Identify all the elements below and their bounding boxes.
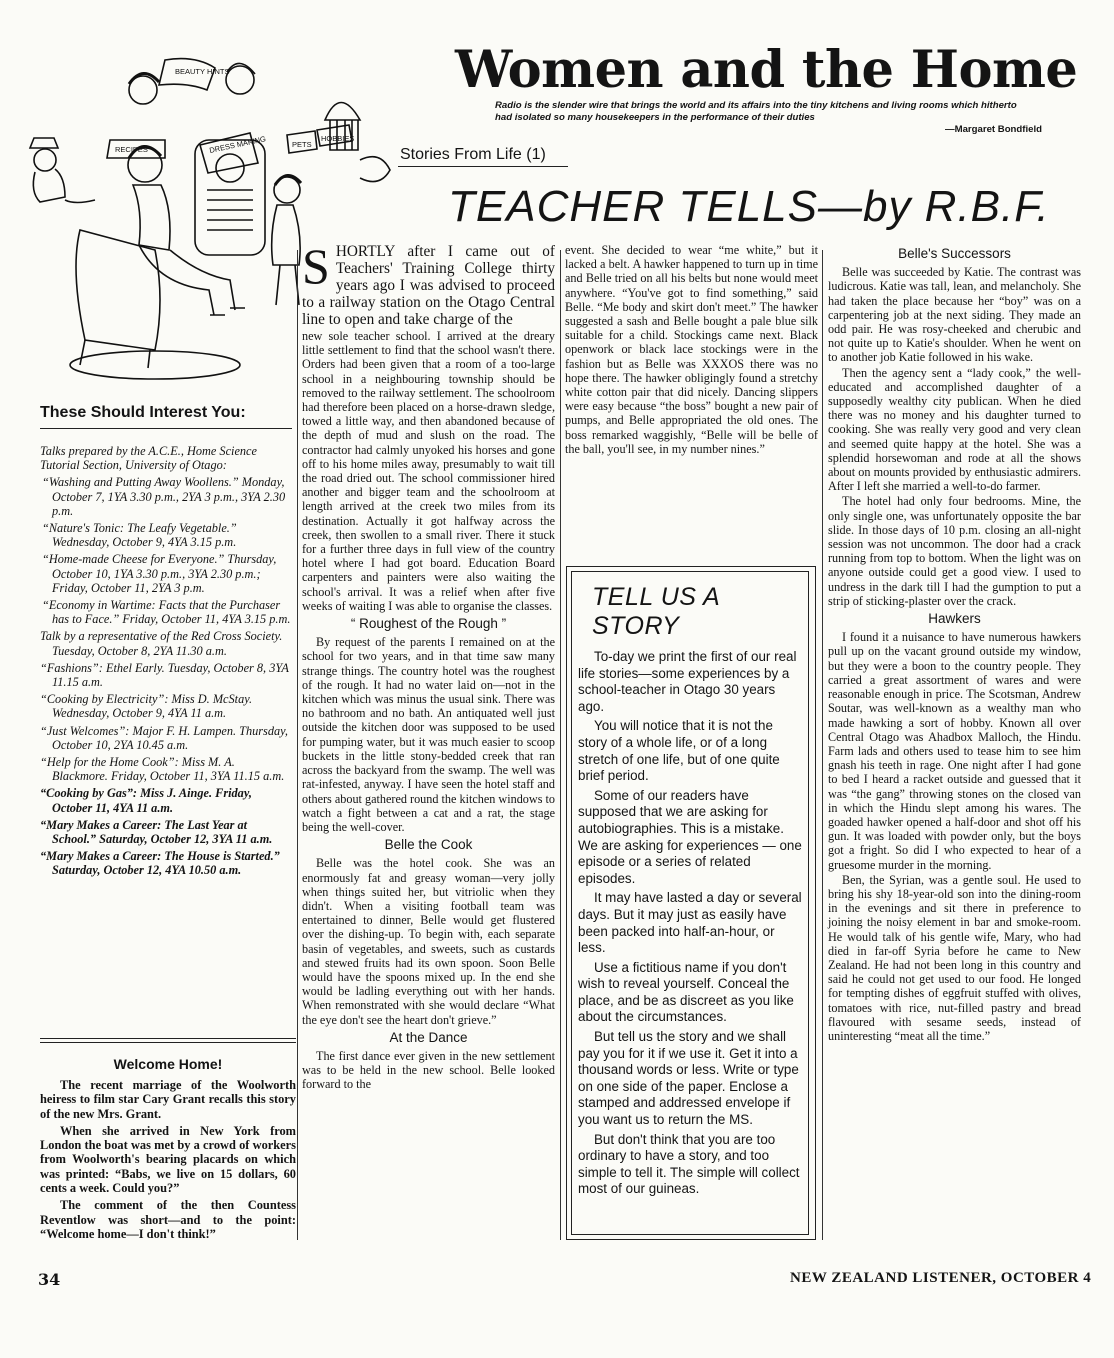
listing-item: “Cooking by Gas”: Miss J. Ainge. Friday, October 11, 4YA 11 a.m. xyxy=(40,786,252,815)
article-lead-paragraph xyxy=(302,238,555,328)
article-paragraph: Ben, the Syrian, was a gentle soul. He used to bring his shy 18-year-old son into the dining-room in the evenings and sit there in preference to joining the noisy element in bar and smoke-room. He would talk of his gentle wife, Mary, who had died in far-off Syria before he came to New Zealand. He had not been long in this country and said he could not get used to our food. He longed for tempting dishes of eggfruit stuffed with olives, tomatoes with rice, nut-filled pastry and bread flavoured with sesame seeds, instead of uninteresting “meat all the time.” xyxy=(828,872,1081,1043)
listing-item: “Mary Makes a Career: The House is Started.” Saturday, October 12, 4YA 10.50 a.m. xyxy=(40,849,280,878)
sidebar-divider xyxy=(40,1038,296,1043)
welcome-home-paragraph: When she arrived in New York from London the boat was met by a crowd of workers from Woolworth's bearing placards on which was printed: “Babs, we live on 15 dollars, 60 cents a week. Could you?” xyxy=(40,1123,296,1196)
series-rule xyxy=(398,166,568,167)
illustration-label-beauty: BEAUTY HINTS xyxy=(175,67,230,76)
article-paragraph: Then the agency sent a “lady cook,” the well-educated and accomplished daughter of a supposedly wealthy city publican. When he died there was no money and his daughter turned to cooking. She was really very good and very clean and seemed quite happy at the hotel. She was a splendid horsewoman and rode at all the shows about on mounts provided by enthusiastic admirers. After I left she married a well-to-do farmer. xyxy=(828,365,1081,494)
listing-item: “Cooking by Electricity”: Miss D. McStay. Wednesday, October 9, 4YA 11 a.m. xyxy=(40,692,253,721)
series-label: Stories From Life (1) xyxy=(400,146,546,163)
article-paragraph: Belle was the hotel cook. She was an enormously fat and greasy woman—very jolly when things suited her, but vitriolic when they didn't. When a visiting football team was entertained to dinner, Belle would get flustered over the dishing-up. To begin with, each separate basin of vegetables, and sweets, such as custards and stewed fruits had its own spoon. Soon Belle would have the spoons mixed up. In the end she would be ladling everything out with her hands. When remonstrated with she would declare “What the eye don't see the heart don't grieve.” xyxy=(302,856,555,1027)
lead-text: HORTLY after I came out of Teachers' Training College thirty years ago I was advised to proceed to a railway station on the Otago Central line to open and take charge of the xyxy=(302,243,555,328)
publication-footer: NEW ZEALAND LISTENER, OCTOBER 4 xyxy=(790,1270,1092,1286)
illustration-label-pets: PETS xyxy=(292,140,312,149)
tell-us-a-story-box xyxy=(566,566,816,1240)
subheading-rough: “ Roughest of the Rough ” xyxy=(350,616,507,632)
column-rule xyxy=(297,250,298,1240)
sidebar-intro: Talks prepared by the A.C.E., Home Science Tutorial Section, University of Otago: xyxy=(40,444,257,473)
drop-cap: S xyxy=(302,238,330,294)
article-paragraph: Belle was succeeded by Katie. The contrast was ludicrous. Katie was tall, lean, and melancholy. She had taken the place because her “boy” was on a carpentering job at the next siding. They made an odd pair. He was rosy-cheeked and cherubic and not quite up to Katie's shoulder. When he went on to another job Katie followed in his wake. xyxy=(828,265,1081,365)
article-paragraph: By request of the parents I remained on at the school for two years, and in that time saw many strange things. The country hotel was the roughest of the rough. It had no water laid on—not in the kitchen which was minus the usual sink. There was no bathroom and no bath. An antiquated well just outside the kitchen door was supposed to be used for pumping water, but it was much easier to scoop buckets in the little stony-bedded creek that ran across the backyard from the swamp. The well was rat-infested, anyway. I have seen the hotel staff and others about gathered round the kitchen windows to watch a fight between a cat and a rat, the stage being the well-cover. xyxy=(302,635,555,834)
illustration-label-recipes: RECIPES xyxy=(115,145,148,154)
article-paragraph: new sole teacher school. I arrived at the dreary little settlement to find that the school wasn't there. Orders had been given that a room of a too-large school in a neighbouring township should be removed to the railway settlement. The schoolroom had therefore been placed on a horse-drawn sledge, towed a little way, and then abandoned because of the depth of mud and slush on the road. The contractor had calmly unyoked his horses and gone off to his home miles away, presumably to wait till the road dried out. The school commissioner hired another and bigger team and the schoolroom at length arrived at the creek two miles from its destination. Actually it got halfway across the creek, then swollen to a small river. There it stuck for a further three days in full view of the country hotel where I had got board. Education Board carpenters and painters were also waiting the school's arrival. It was a relief when after five weeks of waiting I was able to organise the classes. xyxy=(302,329,555,613)
masthead-title: Women and the Home xyxy=(455,40,1078,100)
sidebar-rule xyxy=(40,428,292,429)
subheading-cook: Belle the Cook xyxy=(384,837,473,853)
welcome-home-paragraph: The recent marriage of the Woolworth heiress to film star Cary Grant recalls this story of the new Mrs. Grant. xyxy=(40,1078,296,1121)
listing-item: “Economy in Wartime: Facts that the Purchaser has to Face.” Friday, October 11, 4YA 3.15 p.m. xyxy=(42,598,291,627)
page-number: 34 xyxy=(38,1270,61,1289)
illustration-label-hobbies: HOBBIES xyxy=(321,134,355,143)
article-paragraph: I found it a nuisance to have numerous hawkers pull up on the vacant ground outside my window, but they were a boon to the country people. They carried a great assortment of wares and were reasonable enough in price. The Scotsman, Andrew Soutar, was well-known as a wealthy man who made hawking a sort of hobby. Known all over Central Otago was Ahadbox Malloch, the Hindu. Farm lads and others used to tease him to see him gnash his teeth in rage. One night after I had gone to bed I heard a racket outside and guessed that it was “the gang” throwing stones on the closed van in which the Hindu slept among his wares. The goaded hawker opened a half-door and shot off his gun. It was loaded with powder only, but the boys got a fright. So did I who expected to hear of a gruesome murder in the morning. xyxy=(828,630,1081,872)
article-paragraph: The hotel had only four bedrooms. Mine, the only single one, was unfortunately opposite the bar slide. In those days of 10 p.m. closing an all-night session was not uncommon. The door had a crack running from top to bottom. When the light was on anyone outside could get a good view. I used to undress in the dark till I had the gumption to put a strip of sticking-plaster over the crack. xyxy=(828,494,1081,608)
epigraph-attribution: —Margaret Bondfield xyxy=(944,124,1042,135)
article-column-2 xyxy=(565,243,818,457)
listing-item: “Nature's Tonic: The Leafy Vegetable.” Wednesday, October 9, 4YA 3.15 p.m. xyxy=(42,521,237,550)
story-box-title: TELL US A STORY xyxy=(592,583,720,640)
listing-item: “Just Welcomes”: Major F. H. Lampen. Thursday, October 10, 2YA 10.45 a.m. xyxy=(40,723,288,752)
listing-item: “Washing and Putting Away Woollens.” Monday, October 7, 1YA 3.30 p.m., 2YA 3 p.m., 3YA 2.30 p.m. xyxy=(42,475,286,518)
subheading-hawkers: Hawkers xyxy=(928,611,981,627)
welcome-home-title: Welcome Home! xyxy=(113,1056,223,1072)
story-box-paragraph: It may have lasted a day or several days. But it may just as easily have been packed into half-an-hour, or less. xyxy=(578,890,802,956)
listing-item: “Mary Makes a Career: The Last Year at School.” Saturday, October 12, 3YA 11 a.m. xyxy=(40,817,273,847)
subheading-dance: At the Dance xyxy=(389,1029,468,1045)
masthead-epigraph: Radio is the slender wire that brings the world and its affairs into the tiny kitchens and living rooms which hitherto had isolated so many housekeepers in the performance of their duties xyxy=(495,100,1017,123)
sidebar-listings xyxy=(40,444,292,881)
article-column-1 xyxy=(302,238,555,1093)
listing-item: “Home-made Cheese for Everyone.” Thursday, October 10, 1YA 3.30 p.m., 3YA 2.30 p.m.; Friday, October 11, 2YA 3 p.m. xyxy=(42,552,277,595)
article-column-3 xyxy=(828,243,1081,1044)
listing-red-cross: Talk by a representative of the Red Cross Society. Tuesday, October 8, 2YA 11.30 a.m. xyxy=(40,629,283,658)
article-paragraph: The first dance ever given in the new settlement was to be held in the new school. Belle looked forward to the xyxy=(302,1048,555,1092)
article-paragraph: event. She decided to wear “me white,” but it lacked a belt. A hawker happened to turn up in time and Belle tried on all his belts but none would meet anywhere. “You've got to find something,” said Belle. “Me body and skirt don't meet.” The hawker suggested a sash and Belle bought a pale blue silk suitable for a child. Stockings came next. Black openwork or black lace stockings were in the fashion but as Belle was XXXOS there was no hope there. The hawker obligingly found a stretchy white cotton pair that did nicely. Dancing slippers were easy because “the boss” bought a new pair of pumps, and Belle appropriated the old ones. The boss remarked waggishly, “Belle will be belle of the ball, you'll see, in my number nines.” xyxy=(565,243,818,456)
story-box-paragraph: To-day we print the first of our real life stories—some experiences by a school-teacher in Otago 30 years ago. xyxy=(578,649,797,714)
welcome-home-paragraph: The comment of the then Countess Reventlow was short—and to the point: “Welcome home—I don't think!” xyxy=(40,1198,296,1241)
story-box-paragraph: But tell us the story and we shall pay you for it if we use it. Get it into a thousand words or less. Write or type on one side of the paper. Enclose a stamped and addressed envelope if you want us to return the MS. xyxy=(578,1029,799,1128)
story-box-paragraph: Some of our readers have supposed that we are asking for autobiographies. This is a mistake. We are asking for experiences — one episode or a series of related episodes. xyxy=(578,787,802,886)
illustration-label-dress: DRESS MAKING xyxy=(208,134,267,155)
story-box-paragraph: You will notice that it is not the story of a whole life, or of a long stretch of one life, but of one quite brief period. xyxy=(578,718,780,784)
sidebar-title: These Should Interest You: xyxy=(40,404,246,421)
column-rule xyxy=(822,250,823,1240)
listing-item: “Fashions”: Ethel Early. Tuesday, October 8, 3YA 11.15 a.m. xyxy=(40,660,289,690)
story-box-inner xyxy=(571,571,809,1235)
listing-item: “Help for the Home Cook”: Miss M. A. Blackmore. Friday, October 11, 3YA 11.15 a.m. xyxy=(40,755,285,784)
column-rule xyxy=(560,250,561,1240)
article-headline: TEACHER TELLS—by R.B.F. xyxy=(448,182,1050,231)
story-box-paragraph: Use a fictitious name if you don't wish to reveal yourself. Conceal the place, and be as discreet as you like about the circumstances. xyxy=(578,959,794,1025)
welcome-home-body xyxy=(40,1078,296,1244)
subheading-successors: Belle's Successors xyxy=(898,246,1011,261)
story-box-paragraph: But don't think that you are too ordinary to have a story, and too simple to tell it. The simple will collect most of our guineas. xyxy=(578,1131,800,1197)
